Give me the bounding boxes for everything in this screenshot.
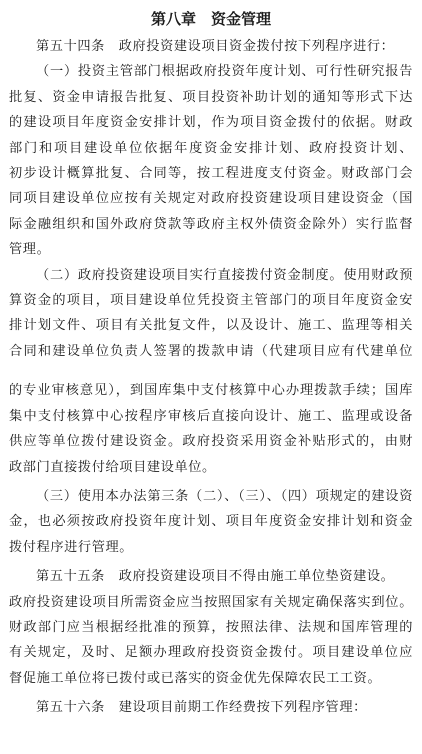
text-line: 批复、资金申请报告批复、项目投资补助计划的通知等形式下达 xyxy=(9,89,413,105)
text-line: 拨付程序进行管理。 xyxy=(9,539,134,555)
text-line: 有关规定，及时、足额办理政府投资资金拨付。项目建设单位应 xyxy=(9,645,413,661)
text-line: 集中支付核算中心按程序审核后直接向设计、施工、监理或设备 xyxy=(9,408,413,424)
text-line: 同项目建设单位应按有关规定对政府投资建设项目建设资金（国 xyxy=(9,191,413,207)
text-line: 算资金的项目，项目建设单位凭投资主管部门的项目年度资金安 xyxy=(9,293,413,309)
article-56 xyxy=(9,695,413,720)
text-line: 际金融组织和国外政府贷款等政府主权外债资金除外）实行监督 xyxy=(9,216,413,232)
text-line: 财政部门应当根据经批准的预算，按照法律、法规和国库管理的 xyxy=(9,619,413,635)
chapter-title: 第八章 资金管理 xyxy=(150,10,271,28)
text-line: 合同和建设单位负责人签署的拨款申请（代建项目应有代建单位 xyxy=(9,343,413,359)
text-line: 政府投资建设项目所需资金应当按照国家有关规定确保落实到位。 xyxy=(9,594,413,610)
text-line: 排计划文件、项目有关批复文件，以及设计、施工、监理等相关 xyxy=(9,318,413,334)
article-54-item-3 xyxy=(9,484,413,560)
text-line: （一）投资主管部门根据政府投资年度计划、可行性研究报告 xyxy=(36,64,413,80)
text-line: （二）政府投资建设项目实行直接拨付资金制度。使用财政预 xyxy=(36,267,413,283)
text-line: 供应等单位拨付建设资金。政府投资采用资金补贴形式的，由财 xyxy=(9,434,413,450)
text-line: 管理。 xyxy=(9,242,51,258)
text-line: 的建设项目年度资金安排计划，作为项目资金拨付的依据。财政 xyxy=(9,115,413,131)
article-54 xyxy=(9,34,413,263)
text-line: （三）使用本办法第三条（二）、（三）、（四）项规定的建设资 xyxy=(36,488,413,504)
text-line: 金，也必须按政府投资年度计划、项目年度资金安排计划和资金 xyxy=(9,514,413,530)
article-56-heading: 第五十六条 建设项目前期工作经费按下列程序管理： xyxy=(36,700,367,716)
article-55 xyxy=(9,564,413,691)
article-54-heading: 第五十四条 政府投资建设项目资金拨付按下列程序进行： xyxy=(36,39,395,54)
article-54-item-2 xyxy=(9,263,413,365)
article-54-item-2-continued xyxy=(9,378,413,480)
text-line: 部门和项目建设单位依据年度资金安排计划、政府投资计划、 xyxy=(9,140,413,156)
text-line: 初步设计概算批复、合同等，按工程进度支付资金。财政部门会 xyxy=(9,166,413,182)
text-line: 的专业审核意见），到国库集中支付核算中心办理拨款手续；国库 xyxy=(9,383,413,399)
article-55-heading: 第五十五条 政府投资建设项目不得由施工单位垫资建设。 xyxy=(36,569,395,585)
text-line: 政部门直接拨付给项目建设单位。 xyxy=(9,459,216,475)
text-line: 督促施工单位将已拨付或已落实的资金优先保障农民工工资。 xyxy=(9,670,382,686)
